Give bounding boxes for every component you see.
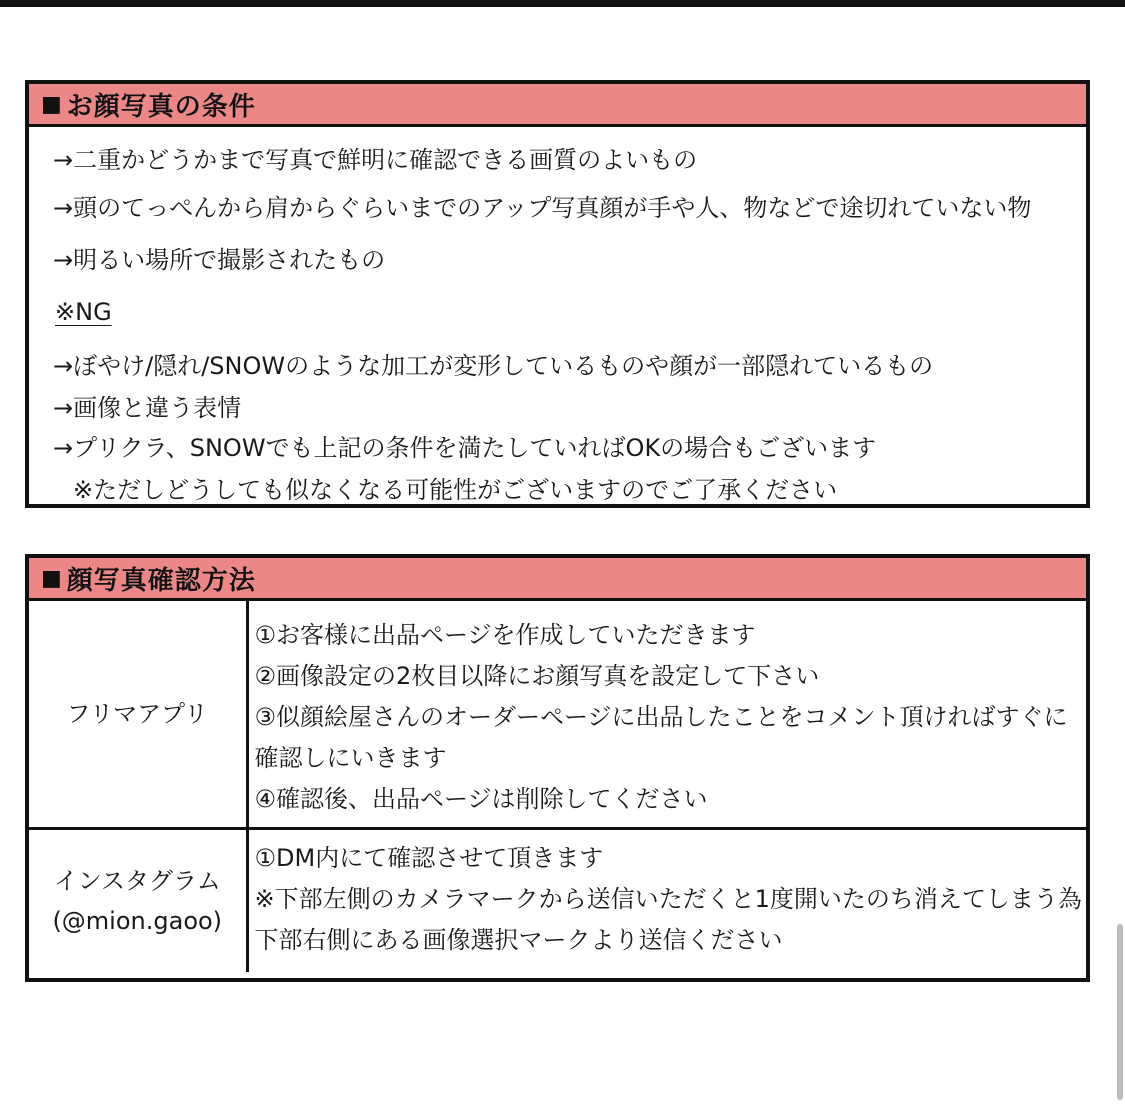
photo-conditions-box — [25, 80, 1090, 508]
ng-note: ※ただしどうしても似なくなる可能性がございますのでご了承ください — [73, 476, 838, 504]
step-line: 確認しにいきます — [254, 744, 447, 772]
method-label-cell — [29, 601, 247, 829]
ng-heading: ※NG — [55, 298, 112, 326]
scrollbar[interactable] — [1117, 924, 1123, 1100]
method-steps-cell — [247, 601, 1086, 829]
table-row — [29, 829, 1086, 973]
photo-check-method-header — [29, 558, 1086, 601]
instagram-handle: (@mion.gaoo) — [52, 907, 223, 935]
photo-check-method-box — [25, 554, 1090, 982]
step-line: ①お客様に出品ページを作成していただきます — [254, 621, 756, 649]
condition-line: →明るい場所で撮影されたもの — [53, 246, 386, 274]
photo-conditions-title: お顔写真の条件 — [66, 91, 256, 122]
photo-check-method-title: 顔写真確認方法 — [66, 565, 256, 596]
step-line: 下部右側にある画像選択マークより送信ください — [254, 926, 783, 954]
square-bullet-icon: ■ — [41, 91, 63, 117]
step-line: ②画像設定の2枚目以降にお顔写真を設定して下さい — [254, 662, 820, 690]
method-label: フリマアプリ — [66, 700, 209, 728]
step-line: ④確認後、出品ページは削除してください — [254, 785, 708, 813]
step-line: ③似顔絵屋さんのオーダーページに出品したことをコメント頂ければすぐに — [254, 703, 1068, 731]
step-line: ※下部左側のカメラマークから送信いただくと1度開いたのち消えてしまう為 — [254, 885, 1082, 913]
photo-conditions-header — [29, 84, 1086, 127]
method-steps-cell — [247, 829, 1086, 973]
condition-line: →二重かどうかまで写真で鮮明に確認できる画質のよいもの — [53, 146, 698, 174]
check-method-table — [29, 601, 1086, 972]
step-line: ①DM内にて確認させて頂きます — [254, 844, 604, 872]
table-row — [29, 601, 1086, 829]
condition-line: →頭のてっぺんから肩からぐらいまでのアップ写真顔が手や人、物などで途切れていない物 — [53, 194, 1032, 222]
method-label-cell — [29, 829, 247, 973]
method-label: インスタグラム — [53, 867, 221, 895]
ng-line: →ぼやけ/隠れ/SNOWのような加工が変形しているものや顔が一部隠れているもの — [53, 352, 934, 380]
square-bullet-icon: ■ — [41, 565, 63, 591]
ng-line: →画像と違う表情 — [53, 394, 242, 422]
ng-line: →プリクラ、SNOWでも上記の条件を満たしていればOKの場合もございます — [53, 434, 877, 462]
top-border — [0, 0, 1125, 7]
